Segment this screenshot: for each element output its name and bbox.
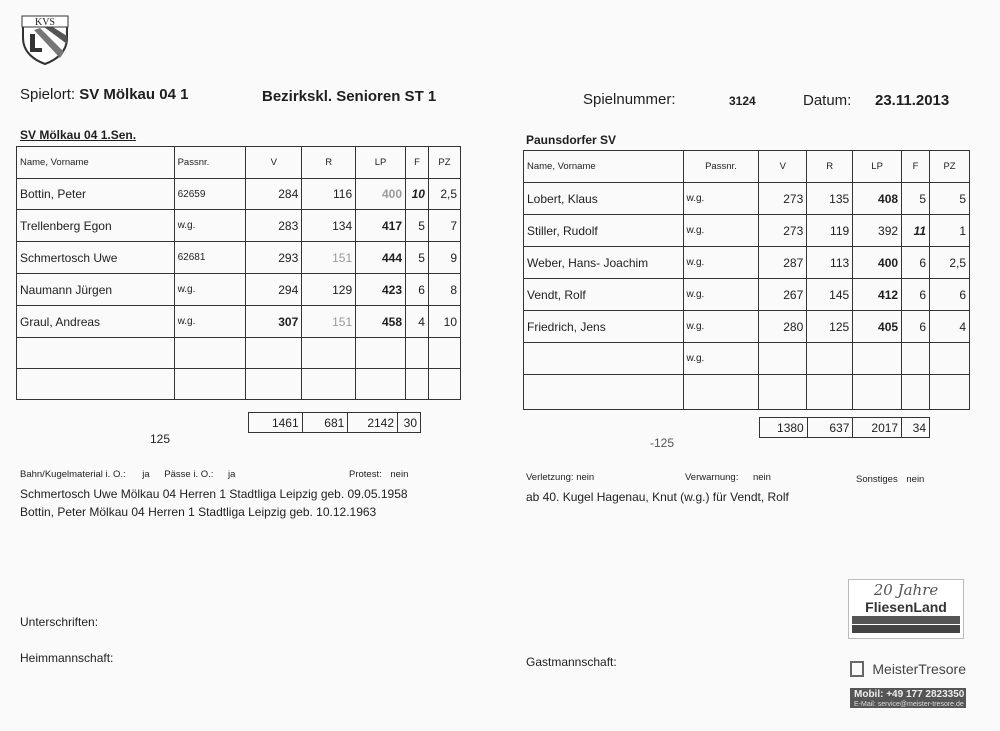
player-pz: 2,5 bbox=[930, 247, 970, 279]
verletzung-label: Verletzung: bbox=[526, 472, 574, 483]
spielnummer-value: 3124 bbox=[729, 94, 756, 108]
datum-label: Datum: bbox=[803, 92, 852, 109]
col-pz: PZ bbox=[930, 151, 970, 183]
player-f: 5 bbox=[406, 242, 429, 274]
table-row bbox=[524, 183, 970, 215]
player-pass: w.g. bbox=[174, 306, 246, 338]
datum-value: 23.11.2013 bbox=[875, 92, 950, 109]
player-lp: 400 bbox=[356, 179, 406, 210]
player-name: Graul, Andreas bbox=[17, 306, 175, 338]
player-lp: 444 bbox=[356, 242, 406, 274]
protest-note bbox=[349, 469, 408, 480]
player-pz: 8 bbox=[428, 274, 460, 306]
player-v: 284 bbox=[246, 179, 302, 210]
player-name bbox=[524, 343, 684, 375]
table-row bbox=[524, 215, 970, 247]
col-r: R bbox=[807, 151, 853, 183]
spielort-label: Spielort: bbox=[20, 86, 76, 103]
sonstiges-value: nein bbox=[906, 474, 925, 485]
fliesenland-ad bbox=[848, 579, 964, 639]
protest-value: nein bbox=[390, 469, 409, 480]
player-r: 134 bbox=[302, 210, 356, 242]
home-totals bbox=[248, 412, 421, 433]
kvs-logo bbox=[20, 14, 70, 66]
player-name: Trellenberg Egon bbox=[17, 210, 175, 242]
player-pz: 10 bbox=[428, 306, 460, 338]
col-name: Name, Vorname bbox=[17, 147, 175, 179]
table-header bbox=[524, 151, 970, 183]
home-team-signature-label: Heimmannschaft: bbox=[20, 651, 114, 665]
home-difference: 125 bbox=[150, 432, 171, 446]
col-pass: Passnr. bbox=[683, 151, 759, 183]
player-f: 6 bbox=[902, 247, 930, 279]
player-pass: w.g. bbox=[683, 215, 759, 247]
total-v: 1461 bbox=[249, 413, 303, 433]
player-lp: 400 bbox=[853, 247, 902, 279]
player-pass: w.g. bbox=[683, 183, 759, 215]
player-pz: 7 bbox=[428, 210, 460, 242]
player-lp: 408 bbox=[853, 183, 902, 215]
player-name: Stiller, Rudolf bbox=[524, 215, 684, 247]
sonstiges-note bbox=[856, 474, 924, 485]
fliesen-brand: FliesenLand bbox=[865, 599, 947, 615]
table-row bbox=[17, 306, 461, 338]
sonstiges-label: Sonstiges bbox=[856, 474, 898, 485]
player-v: 267 bbox=[759, 279, 807, 311]
player-pass: w.g. bbox=[174, 210, 246, 242]
player-f: 4 bbox=[406, 306, 429, 338]
col-v: V bbox=[759, 151, 807, 183]
tresore-mail: E-Mail: service@meister-tresore.de bbox=[850, 701, 966, 708]
player-r: 145 bbox=[807, 279, 853, 311]
player-pass: w.g. bbox=[683, 343, 759, 375]
player-f: 5 bbox=[406, 210, 429, 242]
player-name: Weber, Hans- Joachim bbox=[524, 247, 684, 279]
table-row-empty bbox=[17, 369, 461, 400]
paesse-value: ja bbox=[228, 469, 236, 480]
col-lp: LP bbox=[356, 147, 406, 179]
player-v: 287 bbox=[759, 247, 807, 279]
player-name: Bottin, Peter bbox=[17, 179, 175, 210]
player-pz: 6 bbox=[930, 279, 970, 311]
player-r: 151 bbox=[302, 242, 356, 274]
spielort-value: SV Mölkau 04 1 bbox=[79, 86, 189, 103]
player-f: 5 bbox=[902, 183, 930, 215]
player-pz: 5 bbox=[930, 183, 970, 215]
player-pass: w.g. bbox=[683, 247, 759, 279]
table-row bbox=[17, 210, 461, 242]
verwarnung-label: Verwarnung: bbox=[685, 472, 739, 483]
table-row-empty bbox=[524, 375, 970, 410]
player-name: Lobert, Klaus bbox=[524, 183, 684, 215]
guest-team-signature-label: Gastmannschaft: bbox=[526, 655, 617, 669]
total-lp: 2142 bbox=[348, 413, 398, 433]
table-row bbox=[17, 179, 461, 210]
table-row bbox=[17, 274, 461, 306]
player-f: 10 bbox=[406, 179, 429, 210]
fliesen-strip bbox=[852, 616, 960, 624]
player-f: 6 bbox=[902, 311, 930, 343]
logo-text: KVS bbox=[34, 17, 56, 28]
player-pz: 1 bbox=[930, 215, 970, 247]
bahn-label: Bahn/Kugelmaterial i. O.: bbox=[20, 469, 126, 480]
player-lp: 392 bbox=[853, 215, 902, 247]
verletzung-note bbox=[526, 472, 594, 483]
kvs-shield-logo bbox=[20, 14, 70, 66]
fliesen-strip-2 bbox=[852, 625, 960, 633]
player-pz: 9 bbox=[428, 242, 460, 274]
player-r: 151 bbox=[302, 306, 356, 338]
player-r: 116 bbox=[302, 179, 356, 210]
player-r: 135 bbox=[807, 183, 853, 215]
player-v: 283 bbox=[246, 210, 302, 242]
total-r: 681 bbox=[302, 413, 348, 433]
signatures-label: Unterschriften: bbox=[20, 615, 99, 629]
bahn-note bbox=[20, 469, 235, 480]
total-v: 1380 bbox=[760, 418, 808, 438]
player-pass: 62681 bbox=[174, 242, 246, 274]
safe-icon bbox=[850, 661, 864, 677]
tresore-phone: Mobil: +49 177 2823350 bbox=[850, 688, 966, 701]
player-r: 113 bbox=[807, 247, 853, 279]
col-pass: Passnr. bbox=[174, 147, 246, 179]
guest-difference: -125 bbox=[650, 436, 675, 450]
protest-label: Protest: bbox=[349, 469, 382, 480]
table-row bbox=[524, 343, 970, 375]
player-r: 119 bbox=[807, 215, 853, 247]
player-pass: 62659 bbox=[174, 179, 246, 210]
home-score-table bbox=[16, 146, 461, 400]
player-name: Friedrich, Jens bbox=[524, 311, 684, 343]
fliesen-years: 20 Jahre bbox=[873, 581, 939, 599]
player-name: Naumann Jürgen bbox=[17, 274, 175, 306]
total-f: 30 bbox=[398, 413, 421, 433]
player-pass: w.g. bbox=[174, 274, 246, 306]
col-f: F bbox=[902, 151, 930, 183]
table-row bbox=[524, 279, 970, 311]
player-r: 129 bbox=[302, 274, 356, 306]
player-lp: 423 bbox=[356, 274, 406, 306]
player-name: Vendt, Rolf bbox=[524, 279, 684, 311]
player-pz: 2,5 bbox=[428, 179, 460, 210]
home-note-2: Bottin, Peter Mölkau 04 Herren 1 Stadtliga Leipzig geb. 10.12.1963 bbox=[20, 505, 377, 519]
player-lp: 405 bbox=[853, 311, 902, 343]
player-v: 280 bbox=[759, 311, 807, 343]
col-pz: PZ bbox=[428, 147, 460, 179]
col-v: V bbox=[246, 147, 302, 179]
bahn-value: ja bbox=[142, 469, 150, 480]
table-row bbox=[524, 247, 970, 279]
player-f: 6 bbox=[406, 274, 429, 306]
home-team-name: SV Mölkau 04 1.Sen. bbox=[20, 128, 137, 142]
total-f: 34 bbox=[902, 418, 930, 438]
home-note-1: Schmertosch Uwe Mölkau 04 Herren 1 Stadtliga Leipzig geb. 09.05.1958 bbox=[20, 487, 408, 501]
player-v: 293 bbox=[246, 242, 302, 274]
player-pz: 4 bbox=[930, 311, 970, 343]
col-f: F bbox=[406, 147, 429, 179]
guest-totals bbox=[759, 417, 930, 438]
col-name: Name, Vorname bbox=[524, 151, 684, 183]
player-v: 273 bbox=[759, 215, 807, 247]
table-row bbox=[524, 311, 970, 343]
player-f: 11 bbox=[902, 215, 930, 247]
player-lp: 417 bbox=[356, 210, 406, 242]
player-lp: 412 bbox=[853, 279, 902, 311]
paesse-label: Pässe i. O.: bbox=[164, 469, 214, 480]
table-row-empty bbox=[17, 338, 461, 369]
table-row bbox=[17, 242, 461, 274]
col-r: R bbox=[302, 147, 356, 179]
player-r: 125 bbox=[807, 311, 853, 343]
player-name: Schmertosch Uwe bbox=[17, 242, 175, 274]
verwarnung-note bbox=[685, 472, 771, 483]
league-name: Bezirkskl. Senioren ST 1 bbox=[262, 88, 437, 105]
guest-team-name: Paunsdorfer SV bbox=[526, 133, 617, 147]
player-lp: 458 bbox=[356, 306, 406, 338]
guest-score-table bbox=[523, 150, 970, 410]
col-lp: LP bbox=[853, 151, 902, 183]
spielnummer-label: Spielnummer: bbox=[583, 91, 676, 108]
tresore-brand: MeisterTresore bbox=[872, 661, 966, 677]
player-f: 6 bbox=[902, 279, 930, 311]
verletzung-value: nein bbox=[576, 472, 595, 483]
player-v: 294 bbox=[246, 274, 302, 306]
total-lp: 2017 bbox=[853, 418, 902, 438]
verwarnung-value: nein bbox=[752, 472, 771, 483]
player-pass: w.g. bbox=[683, 279, 759, 311]
player-v: 307 bbox=[246, 306, 302, 338]
player-pass: w.g. bbox=[683, 311, 759, 343]
player-v: 273 bbox=[759, 183, 807, 215]
guest-note-1: ab 40. Kugel Hagenau, Knut (w.g.) für Vendt, Rolf bbox=[526, 490, 789, 504]
spielort bbox=[20, 86, 188, 103]
total-r: 637 bbox=[807, 418, 853, 438]
meistertresore-ad bbox=[850, 656, 966, 716]
table-header bbox=[17, 147, 461, 179]
